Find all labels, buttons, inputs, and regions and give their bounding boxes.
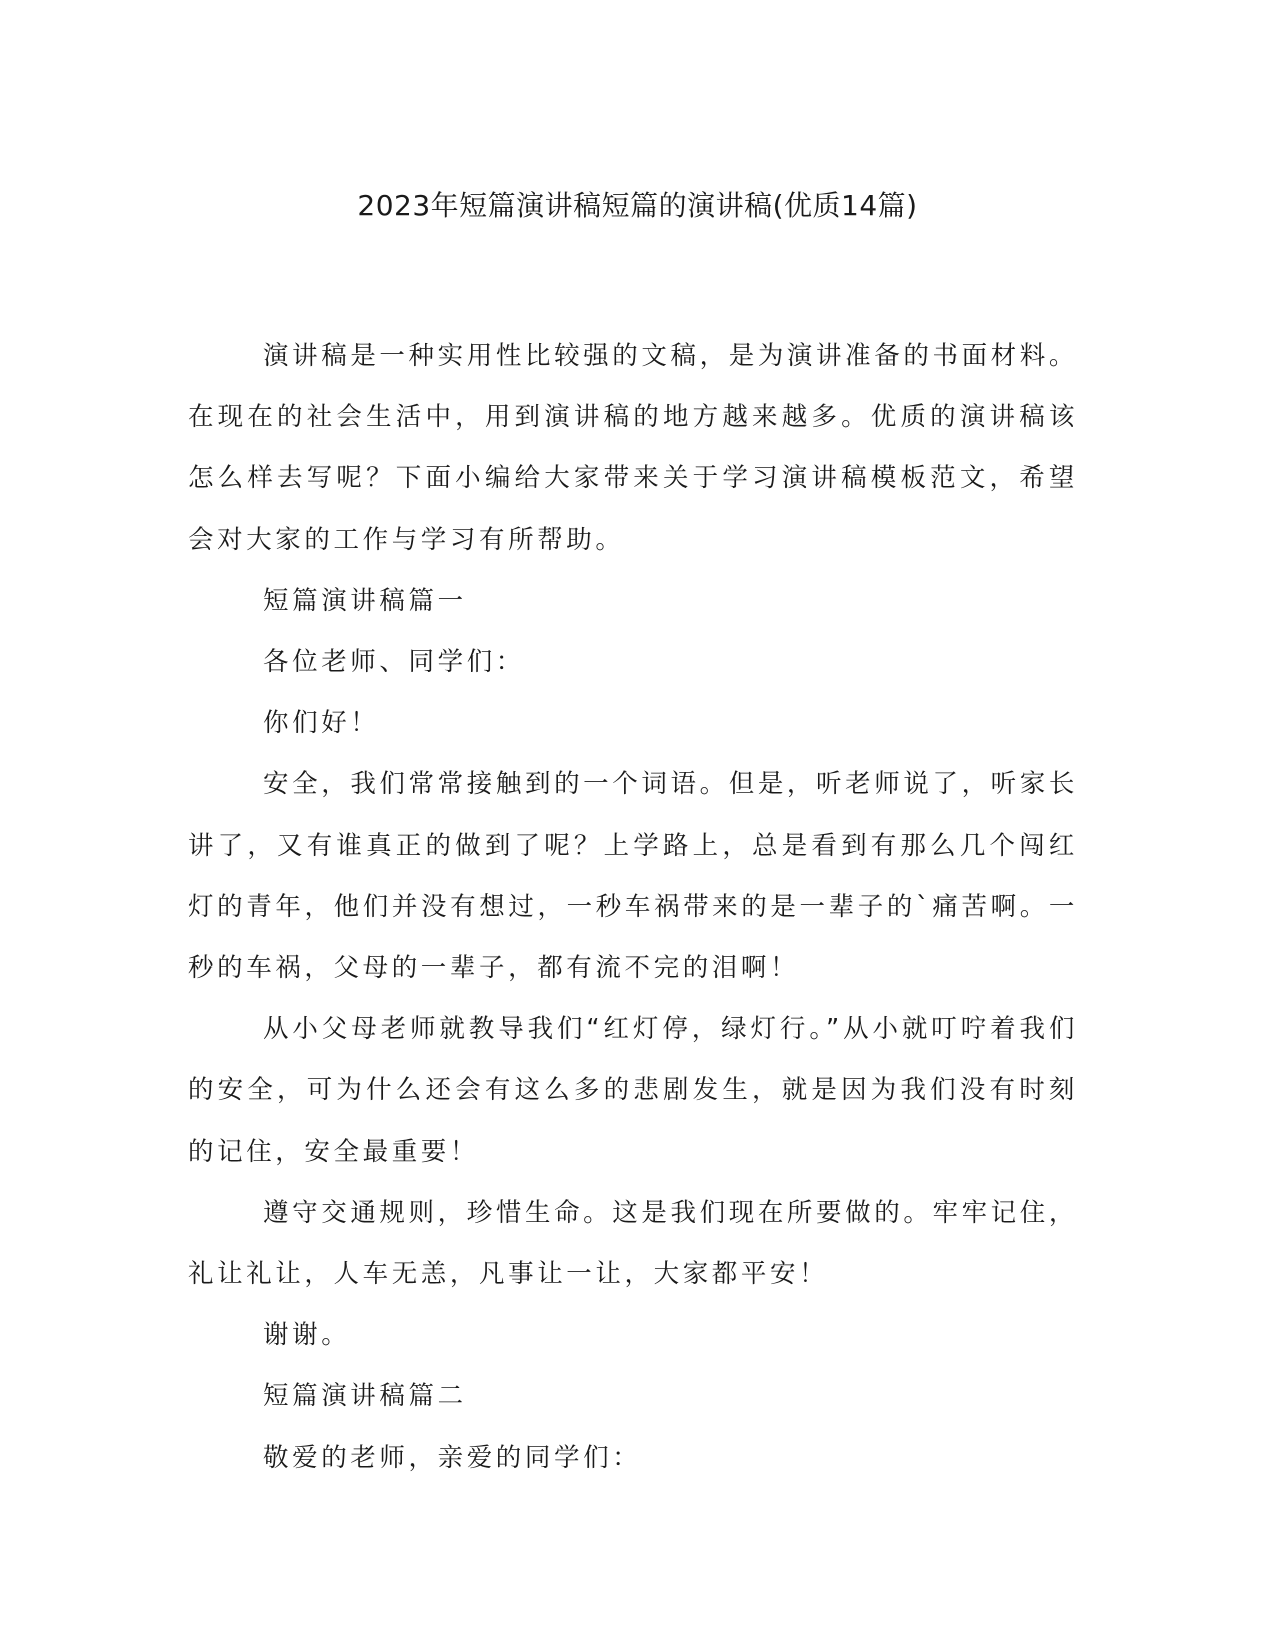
salutation: 各位老师、同学们： <box>263 647 525 678</box>
paragraph: 从小父母老师就教导我们“红灯停，绿灯行。”从小就叮咛着我们的安全，可为什么还会有这么多的悲剧发生，就是因为我们没有时刻的记住，安全最重要！ <box>188 1014 1078 1167</box>
paragraph: 安全，我们常常接触到的一个词语。但是，听老师说了，听家长讲了，又有谁真正的做到了呢？上学路上，总是看到有那么几个闯红灯的青年，他们并没有想过，一秒车祸带来的是一辈子的`痛苦啊。一秒的车祸，父母的一辈子，都有流不完的泪啊！ <box>188 769 1078 984</box>
greeting: 你们好！ <box>263 708 380 739</box>
document-title: 2023年短篇演讲稿短篇的演讲稿(优质14篇) <box>357 189 918 222</box>
section-heading-2: 短篇演讲稿篇二 <box>263 1381 467 1412</box>
salutation: 敬爱的老师，亲爱的同学们： <box>263 1442 642 1473</box>
section-heading-1: 短篇演讲稿篇一 <box>263 585 467 616</box>
paragraph-intro: 演讲稿是一种实用性比较强的文稿，是为演讲准备的书面材料。在现在的社会生活中，用到演讲稿的地方越来越多。优质的演讲稿该怎么样去写呢？下面小编给大家带来关于学习演讲稿模板范文，希望会对大家的工作与学习有所帮助。 <box>188 341 1078 555</box>
closing-thanks: 谢谢。 <box>263 1320 351 1351</box>
document-body <box>188 326 1078 1489</box>
paragraph: 遵守交通规则，珍惜生命。这是我们现在所要做的。牢牢记住，礼让礼让，人车无恙，凡事让一让，大家都平安！ <box>188 1197 1078 1290</box>
